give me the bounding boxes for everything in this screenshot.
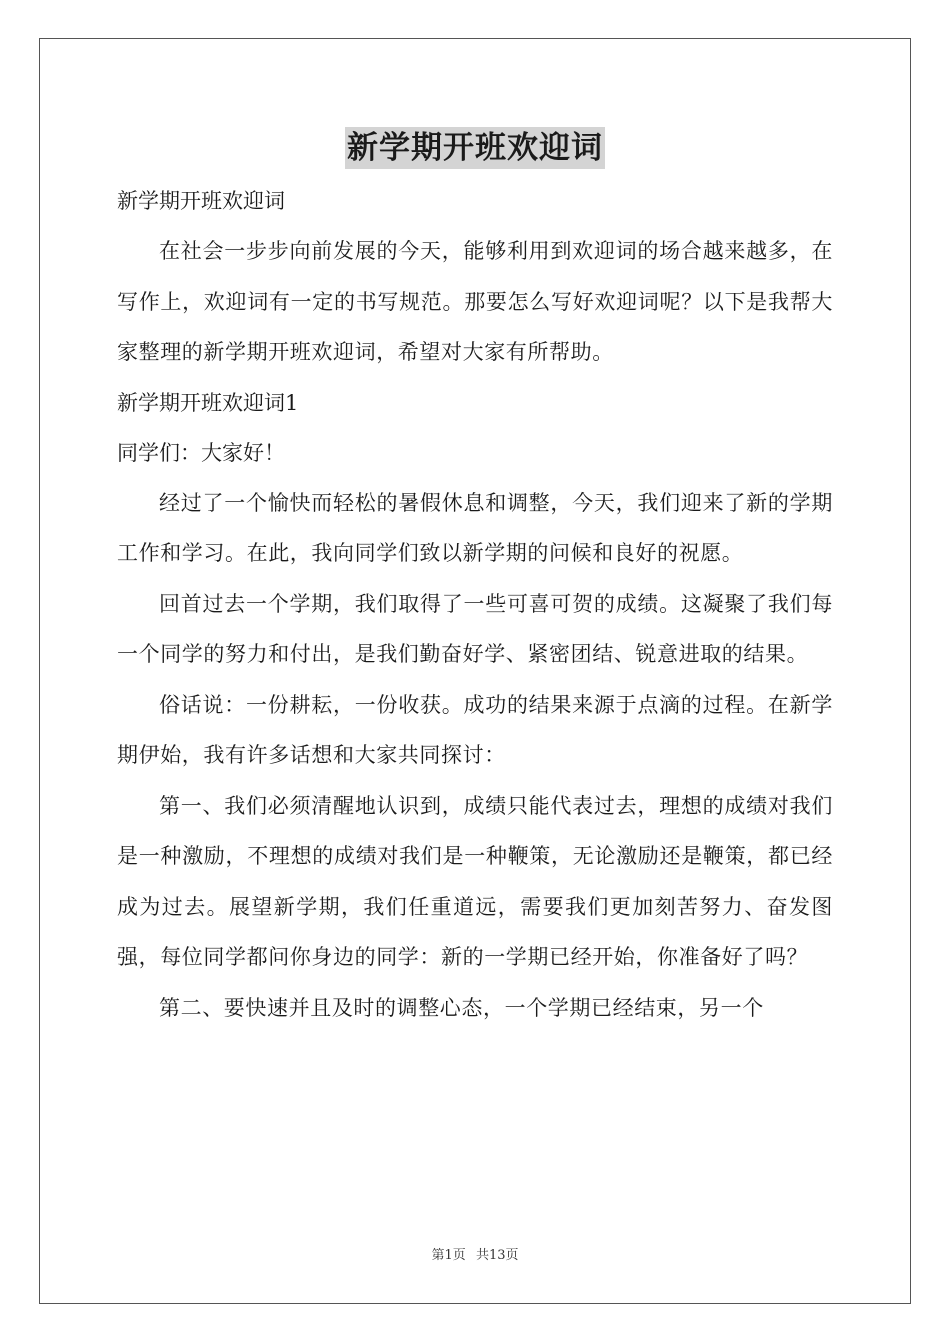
body-paragraph: 第一、我们必须清醒地认识到，成绩只能代表过去，理想的成绩对我们是一种激励，不理想的成绩对我们是一种鞭策，无论激励还是鞭策，都已经成为过去。展望新学期，我们任重道远，需要我们更加刻苦努力、奋发图强，每位同学都问你身边的同学：新的一学期已经开始，你准备好了吗？ [117,793,833,969]
body-paragraph: 第二、要快速并且及时的调整心态，一个学期已经结束，另一个 [159,995,764,1020]
intro-paragraph: 在社会一步步向前发展的今天，能够利用到欢迎词的场合越来越多，在写作上，欢迎词有一定的书写规范。那要怎么写好欢迎词呢？以下是我帮大家整理的新学期开班欢迎词，希望对大家有所帮助。 [117,239,833,364]
greeting: 同学们：大家好！ [117,440,285,465]
title-wrap [0,127,950,169]
body-paragraph: 回首过去一个学期，我们取得了一些可喜可贺的成绩。这凝聚了我们每一个同学的努力和付出，是我们勤奋好学、紧密团结、锐意进取的结果。 [117,591,833,666]
body-paragraph: 俗话说：一份耕耘，一份收获。成功的结果来源于点滴的过程。在新学期伊始，我有许多话想和大家共同探讨： [117,692,833,767]
document-body [117,176,833,1033]
page-total: 共13页 [475,1248,519,1263]
section-heading: 新学期开班欢迎词1 [117,390,299,415]
page-footer [0,1244,950,1263]
document-subtitle: 新学期开班欢迎词 [117,189,285,213]
page-number: 第1页 [431,1248,466,1263]
document-title: 新学期开班欢迎词 [345,127,605,169]
body-paragraph: 经过了一个愉快而轻松的暑假休息和调整，今天，我们迎来了新的学期工作和学习。在此，我向同学们致以新学期的问候和良好的祝愿。 [117,490,833,565]
